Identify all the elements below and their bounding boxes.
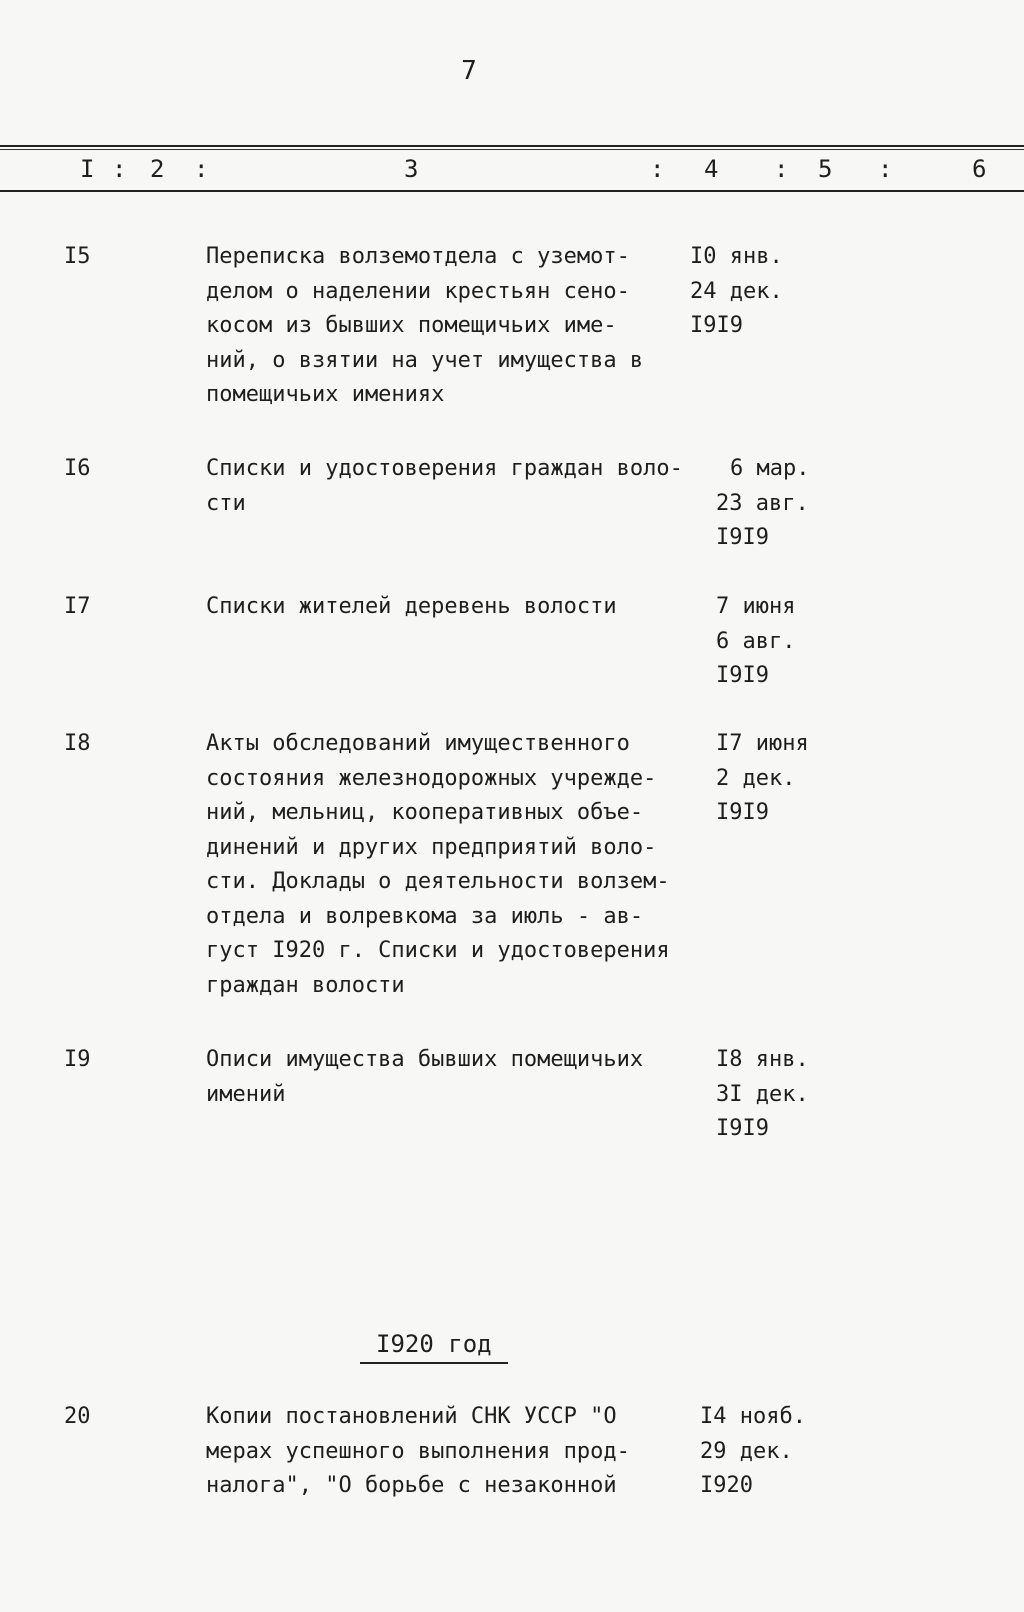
col-2: 2 [150, 155, 165, 183]
title-line: ний, мельниц, кооперативных объе- [206, 800, 644, 825]
title-line: Акты обследований имущественного [206, 731, 630, 756]
title-line: делом о наделении крестьян сено- [206, 278, 630, 304]
title-line: состояния железнодорожных учрежде- [206, 765, 657, 791]
date-start: I4 нояб. [700, 1404, 806, 1429]
title-line: имений [206, 1081, 286, 1107]
date-year: I920 [700, 1473, 753, 1498]
date-start: I7 июня [716, 731, 809, 756]
date-end: 3I дек. [716, 1081, 809, 1107]
title-line: налога", "О борьбе с незаконной [206, 1473, 617, 1498]
date-year: I9I9 [690, 313, 743, 338]
record-dates [716, 1043, 809, 1147]
title-line: граждан волости [206, 972, 405, 998]
date-start: 7 июня [716, 594, 796, 619]
title-line: мерах успешного выполнения прод- [206, 1438, 630, 1464]
record-title [206, 590, 706, 625]
title-line: Переписка волземотдела с уземот- [206, 244, 630, 269]
column-header [0, 151, 1024, 187]
col-3: 3 [404, 155, 419, 183]
record-number: I7 [64, 594, 91, 619]
record-number: I9 [64, 1047, 91, 1072]
record-title [206, 1043, 706, 1112]
record-number: 20 [64, 1404, 91, 1429]
date-year: I9I9 [716, 1116, 769, 1141]
title-line: Списки жителей деревень волости [206, 594, 617, 619]
col-sep: : [878, 155, 893, 183]
record-dates [690, 240, 783, 344]
record-title [206, 452, 706, 521]
title-line: Описи имущества бывших помещичьих [206, 1047, 644, 1072]
record-title [206, 727, 706, 1003]
date-end: 29 дек. [700, 1438, 793, 1464]
col-sep: : [194, 155, 209, 183]
title-line: сти. Доклады о деятельности волзем- [206, 869, 670, 894]
record-title [206, 240, 706, 413]
title-line: густ I920 г. Списки и удостоверения [206, 938, 670, 963]
year-heading-text: I920 год [360, 1330, 508, 1364]
record-dates [716, 727, 809, 831]
date-end: 24 дек. [690, 278, 783, 304]
col-1: I [80, 155, 95, 183]
year-heading [360, 1330, 508, 1358]
title-line: сти [206, 490, 246, 516]
date-year: I9I9 [716, 663, 769, 688]
date-end: 2 дек. [716, 765, 796, 791]
date-end: 6 авг. [716, 628, 796, 654]
record-number: I6 [64, 456, 91, 481]
header-rule-bottom [0, 190, 1024, 192]
title-line: ний, о взятии на учет имущества в [206, 347, 644, 373]
title-line: Списки и удостоверения граждан воло- [206, 456, 683, 481]
title-line: косом из бывших помещичьих име- [206, 313, 617, 338]
record-dates [716, 590, 795, 694]
record-dates [716, 452, 810, 556]
header-rule-top [0, 145, 1024, 147]
page-number: 7 [461, 56, 477, 86]
record-number: I8 [64, 731, 91, 756]
date-end: 23 авг. [716, 490, 809, 516]
record-number: I5 [64, 244, 91, 269]
record-title [206, 1400, 706, 1504]
col-sep: : [774, 155, 789, 183]
title-line: динений и других предприятий воло- [206, 834, 657, 860]
date-start: I0 янв. [690, 244, 783, 269]
title-line: отдела и волревкома за июль - ав- [206, 903, 644, 929]
col-4: 4 [704, 155, 719, 183]
date-start: I8 янв. [716, 1047, 809, 1072]
col-sep: : [112, 155, 127, 183]
title-line: Копии постановлений СНК УССР "О [206, 1404, 617, 1429]
title-line: помещичьих имениях [206, 382, 445, 407]
date-year: I9I9 [716, 525, 769, 550]
col-sep: : [650, 155, 665, 183]
date-year: I9I9 [716, 800, 769, 825]
record-dates [700, 1400, 806, 1504]
header-rule-top-thin [0, 149, 1024, 150]
col-5: 5 [818, 155, 833, 183]
col-6: 6 [972, 155, 987, 183]
date-start: 6 мар. [730, 456, 810, 481]
